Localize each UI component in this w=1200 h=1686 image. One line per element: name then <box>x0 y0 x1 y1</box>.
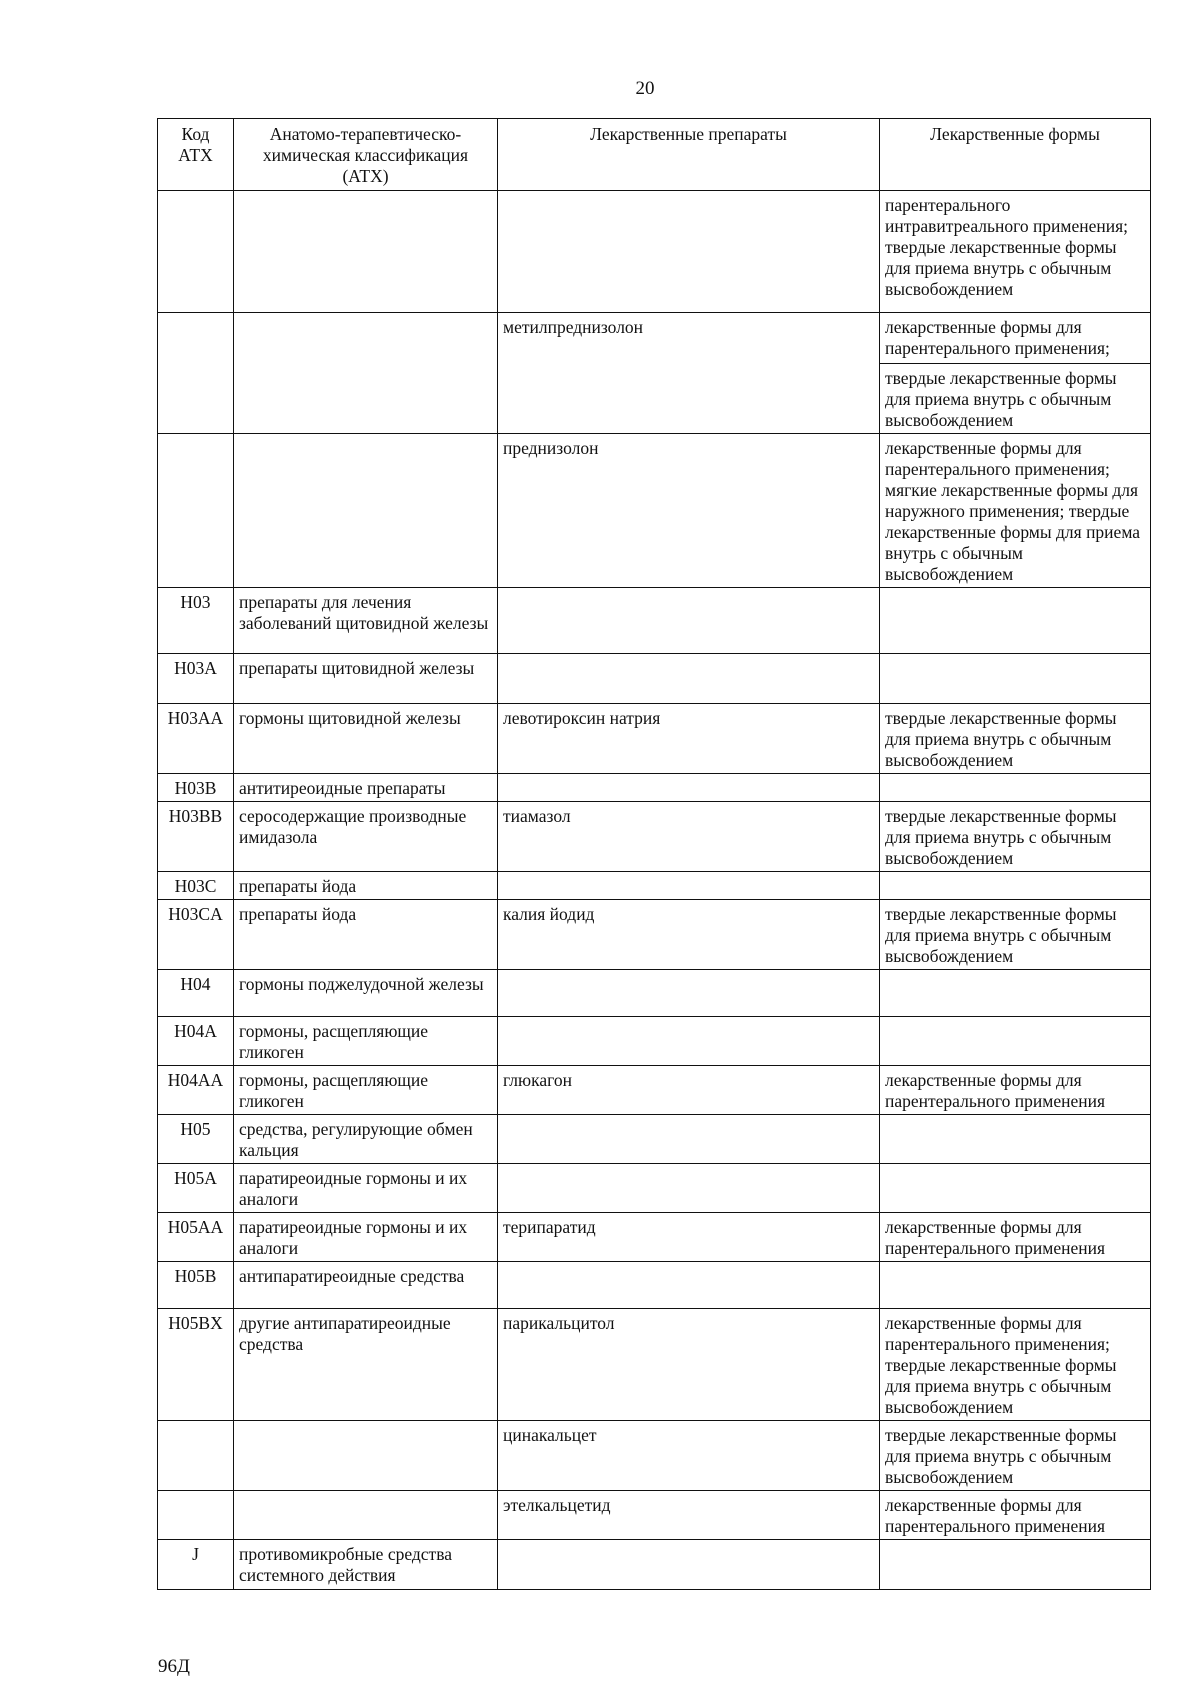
cell-forms <box>880 1491 1151 1540</box>
cell-forms <box>880 774 1151 802</box>
header-atc: Анатомо-терапевтическо-химическая классификация (АТХ) <box>234 119 498 191</box>
dosage-form: твердые лекарственные формы для приема внутрь с обычным высвобождением <box>885 904 1117 966</box>
table-row <box>158 313 1151 434</box>
cell-forms <box>880 704 1151 774</box>
table-body <box>158 191 1151 1590</box>
cell-forms <box>880 1309 1151 1421</box>
cell-drug: тиамазол <box>498 802 880 872</box>
cell-code <box>158 313 234 434</box>
table-row <box>158 802 1151 872</box>
cell-atc-name: препараты щитовидной железы <box>234 654 498 704</box>
cell-drug: терипаратид <box>498 1213 880 1262</box>
cell-code: H03 <box>158 588 234 654</box>
cell-code: H03BB <box>158 802 234 872</box>
cell-drug <box>498 1540 880 1590</box>
header-drug: Лекарственные препараты <box>498 119 880 191</box>
table-row <box>158 588 1151 654</box>
dosage-form: лекарственные формы для парентерального применения <box>885 1495 1106 1536</box>
table-row <box>158 1309 1151 1421</box>
cell-atc-name: паратиреоидные гормоны и их аналоги <box>234 1164 498 1213</box>
cell-atc-name <box>234 434 498 588</box>
cell-atc-name: другие антипаратиреоидные средства <box>234 1309 498 1421</box>
cell-atc-name <box>234 313 498 434</box>
cell-drug: парикальцитол <box>498 1309 880 1421</box>
cell-code: H03AA <box>158 704 234 774</box>
table-row <box>158 434 1151 588</box>
cell-drug <box>498 774 880 802</box>
page-footer: 96Д <box>158 1656 190 1677</box>
table-row <box>158 872 1151 900</box>
cell-code: H05A <box>158 1164 234 1213</box>
cell-code <box>158 434 234 588</box>
cell-forms <box>880 1213 1151 1262</box>
cell-atc-name: гормоны поджелудочной железы <box>234 970 498 1017</box>
table-row <box>158 1262 1151 1309</box>
table-row <box>158 1491 1151 1540</box>
cell-atc-name <box>234 1491 498 1540</box>
dosage-form: твердые лекарственные формы для приема внутрь с обычным высвобождением <box>885 708 1117 770</box>
cell-forms <box>880 1164 1151 1213</box>
dosage-form: лекарственные формы для парентерального применения; <box>885 317 1110 358</box>
cell-drug <box>498 191 880 313</box>
table-row <box>158 1017 1151 1066</box>
cell-code: H04AA <box>158 1066 234 1115</box>
cell-forms <box>880 1115 1151 1164</box>
cell-forms <box>880 434 1151 588</box>
table-row <box>158 1540 1151 1590</box>
table-row <box>158 1213 1151 1262</box>
cell-forms <box>880 802 1151 872</box>
table-row <box>158 654 1151 704</box>
cell-atc-name: препараты йода <box>234 872 498 900</box>
header-code: Код АТХ <box>158 119 234 191</box>
cell-drug <box>498 1164 880 1213</box>
cell-forms <box>880 900 1151 970</box>
table-row <box>158 900 1151 970</box>
table-row <box>158 191 1151 313</box>
table-row <box>158 704 1151 774</box>
cell-atc-name: средства, регулирующие обмен кальция <box>234 1115 498 1164</box>
cell-code <box>158 1491 234 1540</box>
cell-code: H05 <box>158 1115 234 1164</box>
dosage-form: твердые лекарственные формы для приема внутрь с обычным высвобождением <box>885 1425 1117 1487</box>
dosage-form: лекарственные формы для парентерального применения; твердые лекарственные формы для приема внутрь с обычным высвобождением <box>885 1313 1117 1417</box>
cell-forms <box>880 313 1151 434</box>
cell-drug <box>498 1115 880 1164</box>
cell-code: H04A <box>158 1017 234 1066</box>
dosage-form: лекарственные формы для парентерального применения <box>885 1217 1106 1258</box>
cell-drug <box>498 872 880 900</box>
cell-drug <box>498 1017 880 1066</box>
cell-drug: калия йодид <box>498 900 880 970</box>
table-row <box>158 970 1151 1017</box>
cell-forms <box>880 588 1151 654</box>
cell-atc-name: противомикробные средства системного действия <box>234 1540 498 1590</box>
cell-code: H04 <box>158 970 234 1017</box>
cell-forms <box>880 654 1151 704</box>
cell-code: H03B <box>158 774 234 802</box>
table-header <box>158 119 1151 191</box>
cell-code: H03CA <box>158 900 234 970</box>
cell-drug: цинакальцет <box>498 1421 880 1491</box>
table-row <box>158 774 1151 802</box>
atc-table <box>157 118 1151 1590</box>
cell-atc-name: препараты йода <box>234 900 498 970</box>
cell-forms <box>880 191 1151 313</box>
cell-forms <box>880 970 1151 1017</box>
dosage-form: парентерального интравитреального применения; твердые лекарственные формы для приема внутрь с обычным высвобождением <box>885 195 1129 299</box>
cell-atc-name <box>234 1421 498 1491</box>
cell-code <box>158 1421 234 1491</box>
cell-forms <box>880 1540 1151 1590</box>
dosage-form: твердые лекарственные формы для приема внутрь с обычным высвобождением <box>880 363 1150 431</box>
cell-code: H05B <box>158 1262 234 1309</box>
table-row <box>158 1421 1151 1491</box>
cell-forms <box>880 1421 1151 1491</box>
cell-forms <box>880 1262 1151 1309</box>
dosage-form: лекарственные формы для парентерального применения; мягкие лекарственные формы для наружного применения; твердые лекарственные формы для приема внутрь с обычным высвобождением <box>885 438 1141 584</box>
table-row <box>158 1066 1151 1115</box>
cell-code: H05BX <box>158 1309 234 1421</box>
cell-forms <box>880 1066 1151 1115</box>
cell-code <box>158 191 234 313</box>
cell-drug: этелкальцетид <box>498 1491 880 1540</box>
cell-atc-name: антитиреоидные препараты <box>234 774 498 802</box>
cell-atc-name: антипаратиреоидные средства <box>234 1262 498 1309</box>
header-form: Лекарственные формы <box>880 119 1151 191</box>
cell-atc-name: серосодержащие производные имидазола <box>234 802 498 872</box>
cell-code: J <box>158 1540 234 1590</box>
table-row <box>158 1115 1151 1164</box>
cell-code: H03A <box>158 654 234 704</box>
dosage-form: твердые лекарственные формы для приема внутрь с обычным высвобождением <box>885 806 1117 868</box>
cell-drug <box>498 654 880 704</box>
cell-code: H03C <box>158 872 234 900</box>
cell-atc-name: препараты для лечения заболеваний щитовидной железы <box>234 588 498 654</box>
cell-atc-name: гормоны, расщепляющие гликоген <box>234 1066 498 1115</box>
cell-atc-name: гормоны щитовидной железы <box>234 704 498 774</box>
cell-drug <box>498 588 880 654</box>
header-row <box>158 119 1151 191</box>
cell-drug: преднизолон <box>498 434 880 588</box>
cell-atc-name: паратиреоидные гормоны и их аналоги <box>234 1213 498 1262</box>
cell-drug <box>498 970 880 1017</box>
dosage-form: лекарственные формы для парентерального применения <box>885 1070 1106 1111</box>
cell-forms <box>880 1017 1151 1066</box>
cell-atc-name: гормоны, расщепляющие гликоген <box>234 1017 498 1066</box>
cell-drug: глюкагон <box>498 1066 880 1115</box>
cell-atc-name <box>234 191 498 313</box>
cell-code: H05AA <box>158 1213 234 1262</box>
page-number: 20 <box>635 78 655 99</box>
cell-drug <box>498 1262 880 1309</box>
cell-forms <box>880 872 1151 900</box>
cell-drug: левотироксин натрия <box>498 704 880 774</box>
cell-drug: метилпреднизолон <box>498 313 880 434</box>
table-row <box>158 1164 1151 1213</box>
